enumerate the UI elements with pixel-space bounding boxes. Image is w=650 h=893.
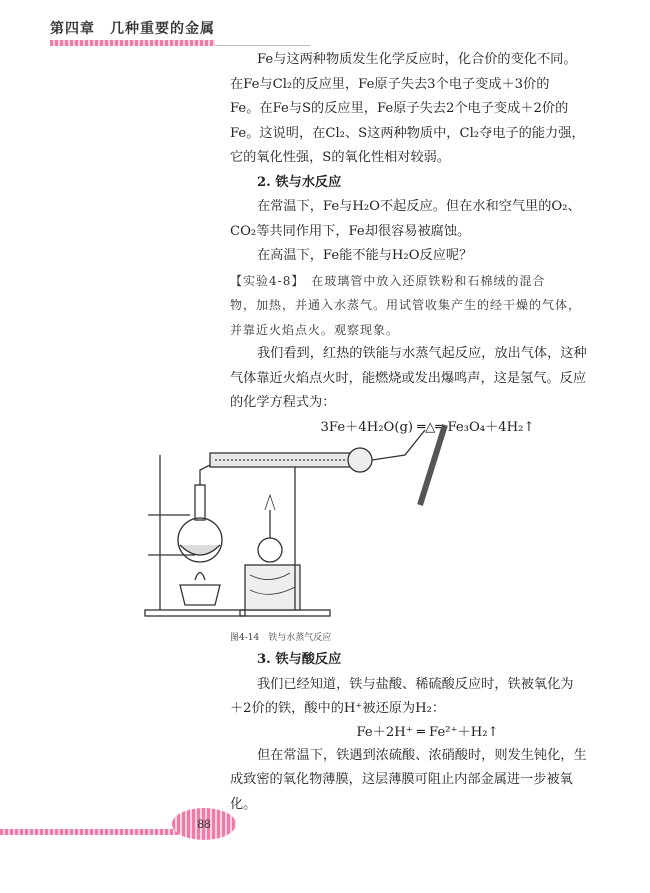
section-heading: 3. 铁与酸反应	[257, 652, 342, 667]
section-3	[230, 648, 625, 817]
text-line: Fe。这说明，在Cl₂、S这两种物质中，Cl₂夺电子的能力强，	[230, 125, 585, 141]
experiment-line: 物，加热，并通入水蒸气。用试管收集产生的经干燥的气体，	[230, 298, 582, 312]
text-line: 气体靠近火焰点火时，能燃烧或发出爆鸣声，这是氢气。反应	[230, 370, 587, 386]
section-1	[230, 48, 625, 440]
burner-right	[258, 538, 282, 562]
burner-left	[180, 585, 220, 605]
equation: 3Fe＋4H₂O(g) ═△═ Fe₃O₄＋4H₂↑	[320, 419, 535, 435]
text-line: Fe与这两种物质发生化学反应时，化合价的变化不同。	[257, 52, 577, 67]
text-line: 但在常温下，铁遇到浓硫酸、浓硝酸时，则发生钝化，生	[257, 747, 587, 763]
header-decor-bar	[50, 40, 215, 46]
header-rule	[215, 45, 310, 46]
text-line: 化。	[230, 796, 257, 812]
page-number: 88	[172, 808, 236, 840]
stand-base-right	[240, 610, 330, 616]
text-line: Fe。在Fe与S的反应里，Fe原子失去2个电子变成＋2价的	[230, 101, 569, 116]
delivery-tube	[372, 430, 425, 460]
chapter-header: 第四章 几种重要的金属	[50, 21, 215, 37]
text-line: 在常温下，Fe与H₂O不起反应。但在水和空气里的O₂、	[257, 199, 581, 214]
text-line: 的化学方程式为：	[230, 395, 336, 410]
text-line: 它的氧化性强，S的氧化性相对较弱。	[230, 150, 451, 165]
drying-bulb	[348, 448, 372, 472]
text-line: CO₂等共同作用下，Fe却很容易被腐蚀。	[230, 223, 471, 239]
experiment-line: 并靠近火焰点火。观察现象。	[230, 322, 400, 337]
equation: Fe＋2H⁺ ═ Fe²⁺＋H₂↑	[356, 724, 499, 740]
text-line: 我们看到，红热的铁能与水蒸气起反应，放出气体，这种	[257, 346, 587, 361]
stand-base-left	[145, 610, 245, 616]
test-tube	[420, 425, 445, 505]
footer-decor-bar	[0, 829, 200, 835]
text-line: 成致密的氧化物薄膜，这层薄膜可阻止内部金属进一步被氧	[230, 772, 573, 787]
text-line: 我们已经知道，铁与盐酸、稀硫酸反应时，铁被氧化为	[257, 676, 574, 692]
wood-block	[245, 565, 300, 610]
text-line: 在Fe与Cl₂的反应里，Fe原子失去3个电子变成＋3价的	[230, 76, 550, 92]
section-heading: 2. 铁与水反应	[257, 174, 342, 190]
text-line: ＋2价的铁，酸中的H⁺被还原为H₂：	[230, 701, 446, 716]
text-line: 在高温下，Fe能不能与H₂O反应呢？	[257, 248, 473, 263]
apparatus-figure	[140, 415, 490, 625]
figure-caption: 图4-14 铁与水蒸气反应	[230, 633, 332, 643]
experiment-line: 【实验4-8】 在玻璃管中放入还原铁粉和石棉绒的混合	[230, 273, 546, 288]
